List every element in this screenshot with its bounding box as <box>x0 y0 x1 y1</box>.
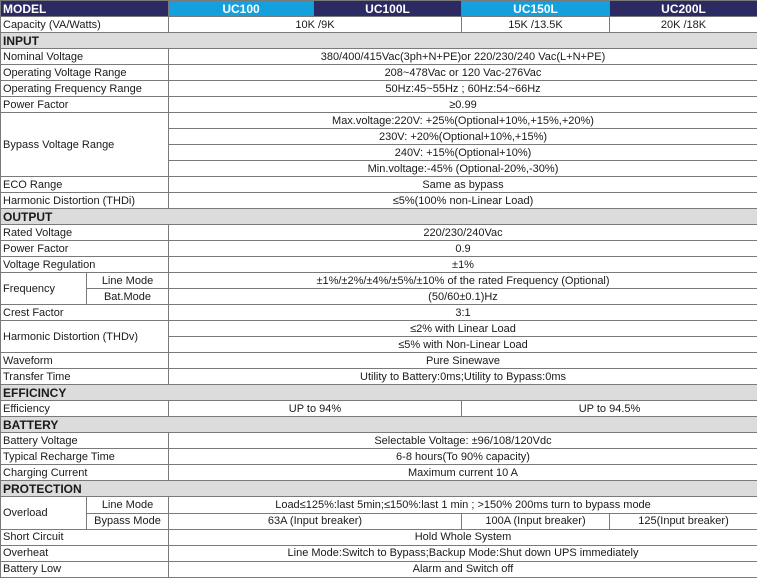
model-uc200l: UC200L <box>610 1 757 17</box>
table-row <box>1 449 757 465</box>
model-header-row <box>1 1 757 17</box>
row-value: 208~478Vac or 120 Vac-276Vac <box>169 65 757 81</box>
row-label: Harmonic Distortion (THDv) <box>1 321 169 353</box>
row-label: ECO Range <box>1 177 169 193</box>
row-label: Nominal Voltage <box>1 49 169 65</box>
row-label: Waveform <box>1 353 169 369</box>
table-row <box>1 465 757 481</box>
section-title-protection: PROTECTION <box>1 481 757 497</box>
row-value: Min.voltage:-45% (Optional-20%,-30%) <box>169 161 757 177</box>
row-label: Efficiency <box>1 401 169 417</box>
table-row <box>1 561 757 577</box>
model-label: MODEL <box>1 1 169 17</box>
section-title-battery: BATTERY <box>1 417 757 433</box>
table-row <box>1 401 757 417</box>
row-label: Charging Current <box>1 465 169 481</box>
row-value: Maximum current 10 A <box>169 465 757 481</box>
row-label: Crest Factor <box>1 305 169 321</box>
row-value: 6-8 hours(To 90% capacity) <box>169 449 757 465</box>
table-row <box>1 81 757 97</box>
row-value: ≤2% with Linear Load <box>169 321 757 337</box>
row-sublabel: Bat.Mode <box>87 289 169 305</box>
table-row <box>1 513 757 529</box>
row-value: 380/400/415Vac(3ph+N+PE)or 220/230/240 Vac(L+N+PE) <box>169 49 757 65</box>
row-sublabel: Line Mode <box>87 497 169 513</box>
row-value: UP to 94.5% <box>462 401 757 417</box>
capacity-label: Capacity (VA/Watts) <box>1 17 169 33</box>
table-row <box>1 49 757 65</box>
row-label: Overheat <box>1 545 169 561</box>
row-value: (50/60±0.1)Hz <box>169 289 757 305</box>
row-value: Selectable Voltage: ±96/108/120Vdc <box>169 433 757 449</box>
table-row <box>1 225 757 241</box>
row-value: 125(Input breaker) <box>610 513 757 529</box>
row-label: Power Factor <box>1 241 169 257</box>
capacity-value-uc200l: 20K /18K <box>610 17 757 33</box>
table-row <box>1 497 757 513</box>
table-row <box>1 193 757 209</box>
table-row <box>1 241 757 257</box>
model-uc150l: UC150L <box>462 1 610 17</box>
row-value: Line Mode:Switch to Bypass;Backup Mode:Shut down UPS immediately <box>169 545 757 561</box>
section-title-efficiency: EFFICINCY <box>1 385 757 401</box>
table-row <box>1 369 757 385</box>
model-uc100l: UC100L <box>314 1 462 17</box>
table-row <box>1 289 757 305</box>
row-value: ≤5%(100% non-Linear Load) <box>169 193 757 209</box>
section-battery <box>1 417 757 433</box>
table-row <box>1 97 757 113</box>
row-value: 63A (Input breaker) <box>169 513 462 529</box>
row-label: Frequency <box>1 273 87 305</box>
table-row <box>1 113 757 129</box>
row-value: 3:1 <box>169 305 757 321</box>
row-value: Load≤125%:last 5min;≤150%:last 1 min ; >150% 200ms turn to bypass mode <box>169 497 757 513</box>
capacity-value-uc150l: 15K /13.5K <box>462 17 610 33</box>
row-label: Short Circuit <box>1 529 169 545</box>
row-value: Max.voltage:220V: +25%(Optional+10%,+15%,+20%) <box>169 113 757 129</box>
row-value: 220/230/240Vac <box>169 225 757 241</box>
row-sublabel: Bypass Mode <box>87 513 169 529</box>
table-row <box>1 273 757 289</box>
table-row <box>1 257 757 273</box>
row-label: Bypass Voltage Range <box>1 113 169 177</box>
row-value: Pure Sinewave <box>169 353 757 369</box>
table-row <box>1 305 757 321</box>
row-label: Operating Frequency Range <box>1 81 169 97</box>
section-efficiency <box>1 385 757 401</box>
row-value: 50Hz:45~55Hz ; 60Hz:54~66Hz <box>169 81 757 97</box>
table-row <box>1 65 757 81</box>
row-value: 0.9 <box>169 241 757 257</box>
row-label: Voltage Regulation <box>1 257 169 273</box>
section-title-input: INPUT <box>1 33 757 49</box>
table-row <box>1 353 757 369</box>
row-value: ±1%/±2%/±4%/±5%/±10% of the rated Frequency (Optional) <box>169 273 757 289</box>
row-value: 100A (Input breaker) <box>462 513 610 529</box>
section-title-output: OUTPUT <box>1 209 757 225</box>
row-value: ±1% <box>169 257 757 273</box>
row-label: Operating Voltage Range <box>1 65 169 81</box>
table-row <box>1 177 757 193</box>
row-value: Alarm and Switch off <box>169 561 757 577</box>
table-row <box>1 545 757 561</box>
row-value: Utility to Battery:0ms;Utility to Bypass:0ms <box>169 369 757 385</box>
row-sublabel: Line Mode <box>87 273 169 289</box>
row-value: ≤5% with Non-Linear Load <box>169 337 757 353</box>
model-uc100: UC100 <box>169 1 314 17</box>
row-value: UP to 94% <box>169 401 462 417</box>
table-row <box>1 529 757 545</box>
row-label: Harmonic Distortion (THDi) <box>1 193 169 209</box>
row-value: Hold Whole System <box>169 529 757 545</box>
row-value: 230V: +20%(Optional+10%,+15%) <box>169 129 757 145</box>
table-row <box>1 321 757 337</box>
row-label: Battery Voltage <box>1 433 169 449</box>
section-input <box>1 33 757 49</box>
section-protection <box>1 481 757 497</box>
row-label: Rated Voltage <box>1 225 169 241</box>
row-label: Power Factor <box>1 97 169 113</box>
capacity-value-uc100: 10K /9K <box>169 17 462 33</box>
section-output <box>1 209 757 225</box>
row-label: Typical Recharge Time <box>1 449 169 465</box>
row-label: Transfer Time <box>1 369 169 385</box>
capacity-row <box>1 17 757 33</box>
row-value: Same as bypass <box>169 177 757 193</box>
table-row <box>1 433 757 449</box>
row-value: 240V: +15%(Optional+10%) <box>169 145 757 161</box>
row-label: Battery Low <box>1 561 169 577</box>
row-value: ≥0.99 <box>169 97 757 113</box>
row-label: Overload <box>1 497 87 529</box>
